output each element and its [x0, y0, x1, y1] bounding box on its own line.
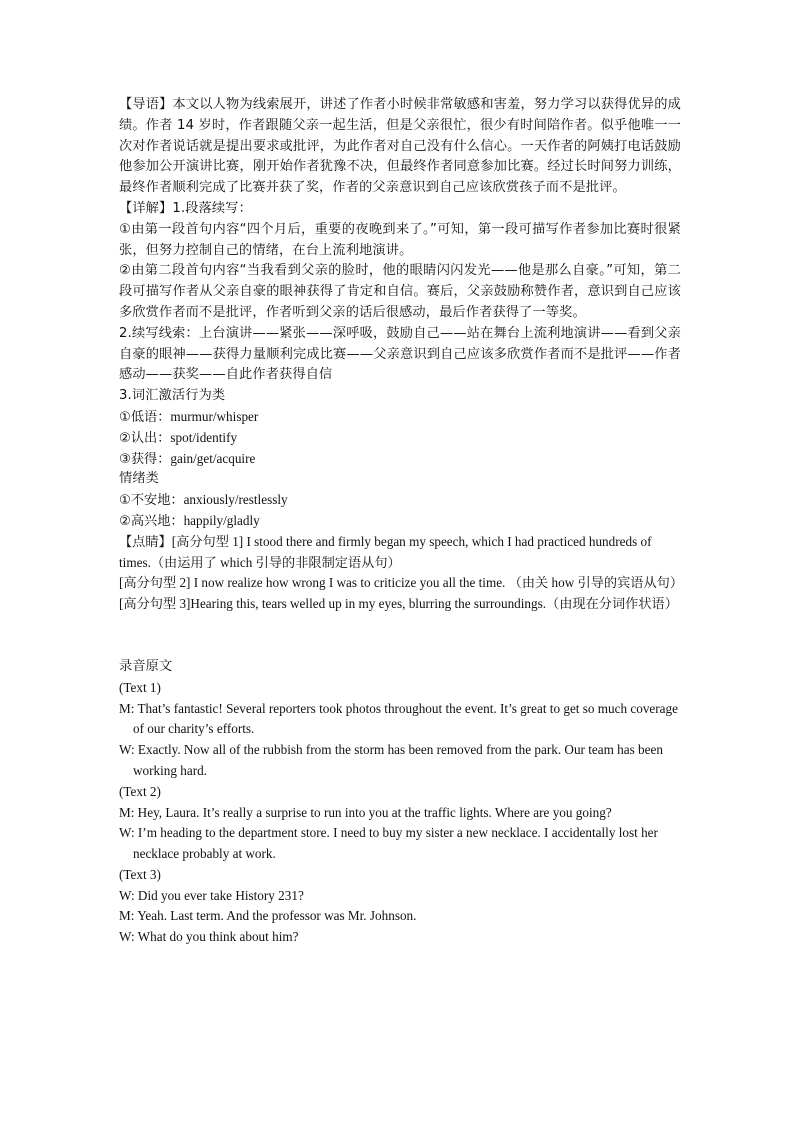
transcript-text-label: (Text 2): [119, 783, 161, 799]
transcript-line: M: Yeah. Last term. And the professor was Mr. Johnson.: [119, 908, 417, 924]
emotion-heading: 情绪类: [119, 471, 160, 487]
highlight-sentence-1: 【点睛】[高分句型 1] I stood there and firmly began my speech, which I had practiced hundreds of times.（由运用了 which 引导的非限制定语从句）: [119, 533, 652, 570]
vocab-item: ①低语：murmur/whisper: [119, 408, 259, 424]
highlight-sentence-3: [高分句型 3]Hearing this, tears welled up in my eyes, blurring the surroundings.（由现在分词作状语）: [119, 596, 678, 612]
document-page: [119, 95, 684, 948]
transcript-line: W: I’m heading to the department store. I need to buy my sister a new necklace. I accidentally lost her necklace probably at work.: [119, 825, 658, 862]
transcript-line: W: What do you think about him?: [119, 929, 299, 945]
highlight-sentence-2: [高分句型 2] I now realize how wrong I was to criticize you all the time. （由关 how 引导的宾语从句）: [119, 575, 684, 591]
detail-point-1: ①由第一段首句内容“四个月后，重要的夜晚到来了。”可知，第一段可描写作者参加比赛时很紧张，但努力控制自己的情绪，在台上流利地演讲。: [119, 221, 681, 258]
transcript-text-label: (Text 3): [119, 866, 161, 882]
emotion-item: ②高兴地：happily/gladly: [119, 512, 260, 528]
transcript-text-label: (Text 1): [119, 679, 161, 695]
section-gap: [119, 615, 681, 657]
detail-point-2: ②由第二段首句内容“当我看到父亲的脸时，他的眼睛闪闪发光——他是那么自豪。”可知，第二段可描写作者从父亲自豪的眼神获得了肯定和自信。赛后，父亲鼓励称赞作者，意识到自己应该多欣赏作者而不是批评，作者听到父亲的话后很感动，最后作者获得了一等奖。: [119, 263, 681, 320]
transcript-line: W: Did you ever take History 231?: [119, 887, 304, 903]
transcript-heading: 录音原文: [119, 658, 173, 674]
vocab-heading: 3.词汇激活行为类: [119, 388, 226, 404]
transcript-body: [119, 678, 681, 948]
transcript-line: W: Exactly. Now all of the rubbish from the storm has been removed from the park. Our team has been working hard.: [119, 742, 663, 778]
writing-clues: 2.续写线索：上台演讲——紧张——深呼吸，鼓励自己——站在舞台上流利地演讲——看到父亲自豪的眼神——获得力量顺利完成比赛——父亲意识到自己应该多欣赏作者而不是批评——作者感动——获奖——自此作者获得自信: [119, 325, 681, 383]
transcript-line: M: Hey, Laura. It’s really a surprise to run into you at the traffic lights. Where are you going?: [119, 804, 612, 820]
emotion-item: ①不安地：anxiously/restlessly: [119, 492, 288, 508]
intro-paragraph: 【导语】本文以人物为线索展开，讲述了作者小时候非常敏感和害羞，努力学习以获得优异的成绩。作者 14 岁时，作者跟随父亲一起生活，但是父亲很忙，很少有时间陪作者。似乎他唯一一次对作者说话就是提出要求或批评，为此作者对自己没有什么信心。一天作者的阿姨打电话鼓励他参加公开演讲比赛，刚开始作者犹豫不决，但最终作者同意参加比赛。经过长时间努力训练，最终作者顺利完成了比赛并获了奖，作者的父亲意识到自己应该欣赏孩子而不是批评。: [119, 97, 681, 196]
detail-heading: 【详解】1.段落续写：: [119, 200, 252, 216]
transcript-line: M: That’s fantastic! Several reporters took photos throughout the event. It’s great to get so much coverage of our charity’s efforts.: [119, 700, 678, 737]
vocab-item: ③获得：gain/get/acquire: [119, 450, 256, 466]
vocab-item: ②认出：spot/identify: [119, 429, 238, 445]
